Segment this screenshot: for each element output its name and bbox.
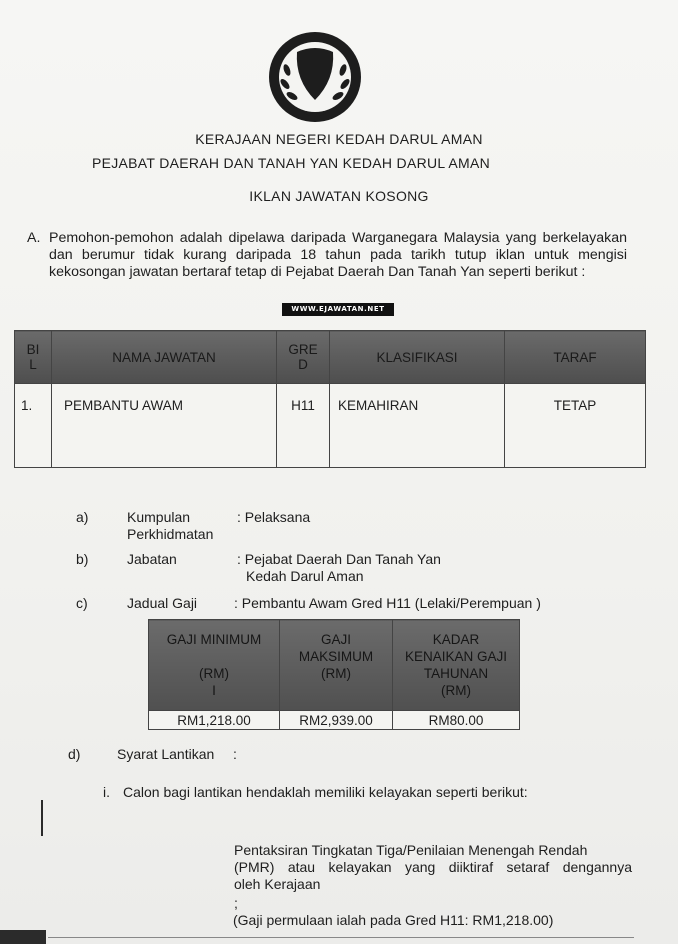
intro-paragraph: [27, 230, 627, 281]
qualification-text: Pentaksiran Tingkatan Tiga/Penilaian Menengah Rendah (PMR) atau kelayakan yang diiktiraf setaraf dengannya oleh Kerajaan: [234, 842, 632, 892]
col-bil: BI L: [15, 331, 52, 384]
jobs-table-header: [15, 331, 646, 384]
col-gaji-minimum: GAJI MINIMUM (RM) I: [149, 620, 280, 711]
cell-gred: H11: [277, 384, 330, 468]
item-b-key: Jabatan: [127, 551, 177, 567]
cell-gaji-maksimum: RM2,939.00: [280, 711, 393, 730]
item-c-label: c): [76, 595, 88, 611]
col-nama-jawatan: NAMA JAWATAN: [52, 331, 277, 384]
item-a-key: Kumpulan Perkhidmatan: [127, 509, 214, 542]
condition-i-text: Calon bagi lantikan hendaklah memiliki kelayakan seperti berikut:: [123, 784, 528, 800]
starting-salary-note: (Gaji permulaan ialah pada Gred H11: RM1,218.00): [233, 912, 554, 928]
item-c-value: : Pembantu Awam Gred H11 (Lelaki/Perempuan ): [234, 595, 541, 611]
col-gred: GRE D: [277, 331, 330, 384]
jobs-table: [14, 330, 646, 468]
col-kadar-kenaikan: KADAR KENAIKAN GAJI TAHUNAN (RM): [393, 620, 520, 711]
item-c-key: Jadual Gaji: [127, 595, 198, 611]
col-gaji-maksimum: GAJI MAKSIMUM (RM): [280, 620, 393, 711]
qualification-semicolon: ;: [234, 895, 238, 911]
cell-taraf: TETAP: [505, 384, 646, 468]
page-corner-shadow: [0, 930, 46, 944]
condition-i-label: i.: [103, 784, 110, 800]
intro-label: A.: [27, 230, 41, 246]
item-d-key: Syarat Lantikan: [117, 746, 215, 762]
watermark-badge: WWW.EJAWATAN.NET: [282, 303, 394, 316]
cell-gaji-minimum: RM1,218.00: [149, 711, 280, 730]
page-title: IKLAN JAWATAN KOSONG: [249, 188, 429, 204]
table-row: [15, 384, 646, 468]
table-row: [149, 711, 520, 730]
item-b-value: : Pejabat Daerah Dan Tanah Yan Kedah Darul Aman: [237, 551, 441, 584]
item-a-value: : Pelaksana: [237, 509, 311, 525]
item-b-label: b): [76, 551, 89, 567]
cell-kadar-kenaikan: RM80.00: [393, 711, 520, 730]
cell-klasifikasi: KEMAHIRAN: [330, 384, 505, 468]
margin-mark: [41, 800, 43, 836]
header-line-1: KERAJAAN NEGERI KEDAH DARUL AMAN: [195, 131, 483, 147]
kedah-crest-logo: [267, 30, 363, 124]
header-line-2: PEJABAT DAERAH DAN TANAH YAN KEDAH DARUL AMAN: [91, 155, 491, 171]
col-klasifikasi: KLASIFIKASI: [330, 331, 505, 384]
col-taraf: TARAF: [505, 331, 646, 384]
salary-table-header: [149, 620, 520, 711]
salary-table: [148, 619, 520, 730]
cell-nama: PEMBANTU AWAM: [52, 384, 277, 468]
cell-bil: 1.: [15, 384, 52, 468]
intro-text: Pemohon-pemohon adalah dipelawa daripada Warganegara Malaysia yang berkelayakan dan berumur tidak kurang daripada 18 tahun pada tarikh tutup iklan untuk mengisi kekosongan jawatan bertaraf tetap di Pejabat Daerah Dan Tanah Yan seperti berikut :: [49, 230, 627, 280]
item-a-label: a): [76, 509, 89, 525]
bottom-rule: [48, 937, 634, 938]
item-d-colon: :: [233, 746, 237, 762]
item-d-label: d): [68, 746, 81, 762]
